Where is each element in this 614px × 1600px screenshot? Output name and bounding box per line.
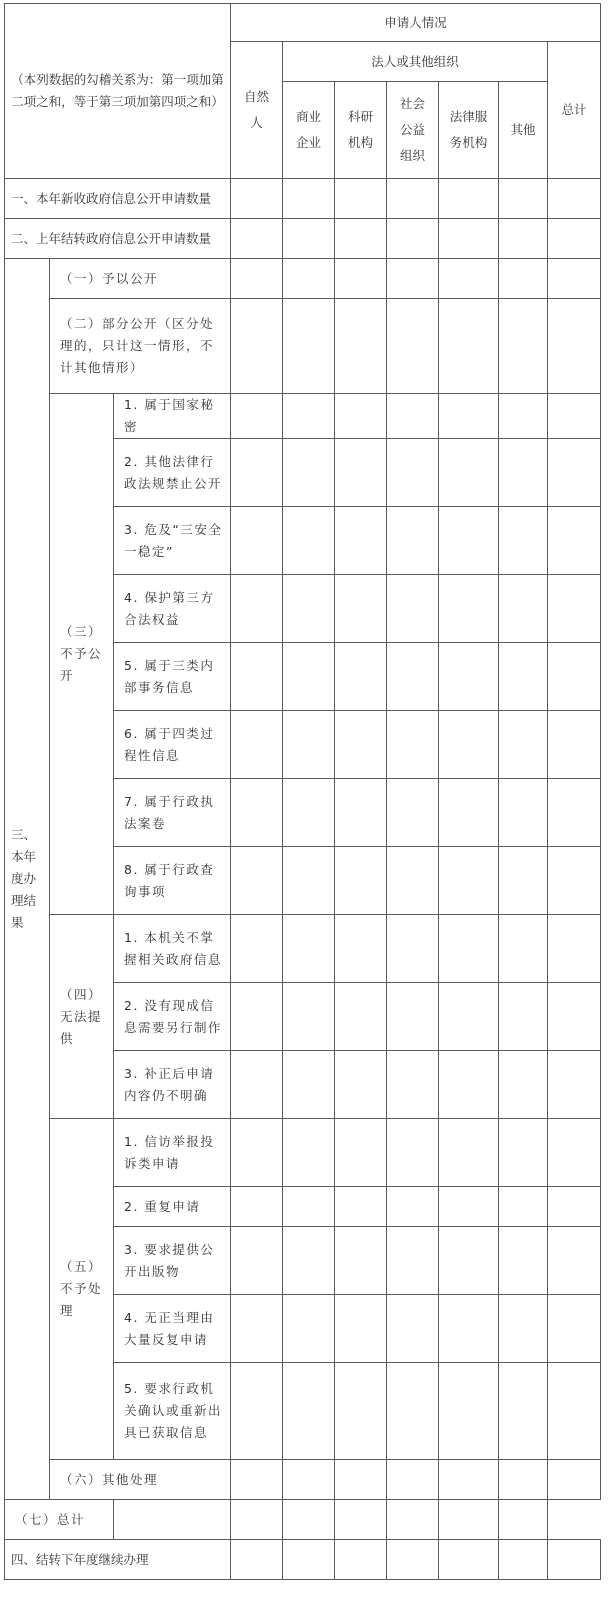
value-cell (387, 1227, 439, 1295)
value-cell (335, 779, 387, 847)
value-cell (231, 394, 283, 439)
value-cell (387, 1363, 439, 1460)
value-cell (335, 394, 387, 439)
value-cell (283, 1051, 335, 1119)
header-business: 商业企业 (283, 82, 335, 179)
header-natural-person: 自然人 (231, 42, 283, 179)
table-row (5, 219, 601, 259)
value-cell (499, 1540, 548, 1580)
value-cell (499, 219, 548, 259)
table-row (5, 1460, 601, 1500)
row-label: （六）其他处理 (50, 1460, 231, 1500)
row-label: （七）总计 (5, 1500, 114, 1540)
value-cell (335, 299, 387, 394)
value-cell (499, 439, 548, 507)
value-cell (548, 575, 601, 643)
value-cell (499, 643, 548, 711)
value-cell (499, 575, 548, 643)
value-cell (231, 575, 283, 643)
value-cell (231, 1363, 283, 1460)
value-cell (387, 915, 439, 983)
row-label: 3. 补正后申请内容仍不明确 (114, 1051, 231, 1119)
value-cell (231, 259, 283, 299)
value-cell (499, 1295, 548, 1363)
value-cell (283, 439, 335, 507)
value-cell (439, 915, 499, 983)
header-legal-service: 法律服务机构 (439, 82, 499, 179)
value-cell (548, 299, 601, 394)
row-label: 四、结转下年度继续办理 (5, 1540, 231, 1580)
value-cell (283, 219, 335, 259)
value-cell (335, 915, 387, 983)
row-label: 3. 要求提供公开出版物 (114, 1227, 231, 1295)
row-label: 2. 其他法律行政法规禁止公开 (114, 439, 231, 507)
header-research: 科研机构 (335, 82, 387, 179)
header-note: （本列数据的勾稽关系为：第一项加第二项之和，等于第三项加第四项之和） (5, 4, 231, 179)
row-label: （一）予以公开 (50, 259, 231, 299)
row-label: 2. 没有现成信息需要另行制作 (114, 983, 231, 1051)
value-cell (231, 1540, 283, 1580)
row-label: 8. 属于行政查询事项 (114, 847, 231, 915)
row-label: 1. 本机关不掌握相关政府信息 (114, 915, 231, 983)
value-cell (283, 1540, 335, 1580)
row-label: 3. 危及“三安全一稳定” (114, 507, 231, 575)
value-cell (335, 219, 387, 259)
value-cell (283, 259, 335, 299)
row-label: 4. 无正当理由大量反复申请 (114, 1295, 231, 1363)
value-cell (548, 219, 601, 259)
value-cell (335, 1540, 387, 1580)
value-cell (335, 1187, 387, 1227)
value-cell (439, 711, 499, 779)
value-cell (387, 439, 439, 507)
value-cell (335, 643, 387, 711)
value-cell (283, 847, 335, 915)
value-cell (283, 779, 335, 847)
value-cell (335, 507, 387, 575)
value-cell (439, 1500, 499, 1540)
value-cell (439, 847, 499, 915)
value-cell (387, 983, 439, 1051)
row-label: 一、本年新收政府信息公开申请数量 (5, 179, 231, 219)
value-cell (335, 1295, 387, 1363)
value-cell (231, 299, 283, 394)
value-cell (439, 983, 499, 1051)
value-cell (387, 1119, 439, 1187)
table-row (5, 1540, 601, 1580)
value-cell (439, 299, 499, 394)
value-cell (387, 1295, 439, 1363)
value-cell (499, 847, 548, 915)
value-cell (283, 575, 335, 643)
value-cell (499, 711, 548, 779)
value-cell (499, 1051, 548, 1119)
value-cell (335, 1227, 387, 1295)
value-cell (387, 1500, 439, 1540)
table-row (5, 1119, 601, 1187)
value-cell (499, 983, 548, 1051)
value-cell (283, 1500, 335, 1540)
value-cell (283, 1187, 335, 1227)
value-cell (439, 1540, 499, 1580)
value-cell (231, 847, 283, 915)
value-cell (548, 507, 601, 575)
value-cell (439, 1363, 499, 1460)
value-cell (548, 915, 601, 983)
value-cell (548, 1051, 601, 1119)
value-cell (439, 439, 499, 507)
value-cell (548, 983, 601, 1051)
value-cell (283, 507, 335, 575)
value-cell (231, 643, 283, 711)
row-label: 1. 属于国家秘密 (114, 394, 231, 439)
value-cell (387, 1051, 439, 1119)
value-cell (439, 1187, 499, 1227)
table-row (5, 394, 601, 439)
value-cell (387, 847, 439, 915)
value-cell (387, 179, 439, 219)
value-cell (387, 1187, 439, 1227)
table-row (5, 1500, 601, 1540)
value-cell (283, 1460, 335, 1500)
value-cell (439, 1051, 499, 1119)
table-row (5, 179, 601, 219)
value-cell (439, 507, 499, 575)
value-cell (499, 1119, 548, 1187)
value-cell (231, 219, 283, 259)
header-total: 总计 (548, 42, 601, 179)
value-cell (439, 394, 499, 439)
row-label: 7. 属于行政执法案卷 (114, 779, 231, 847)
row-label-subsection-3: （三）不予公开 (50, 394, 114, 915)
header-applicant-situation: 申请人情况 (231, 4, 601, 42)
value-cell (548, 394, 601, 439)
value-cell (548, 1460, 601, 1500)
row-label: 1. 信访举报投诉类申请 (114, 1119, 231, 1187)
table-row (5, 259, 601, 299)
value-cell (548, 1363, 601, 1460)
row-label-section-3: 三、本年度办理结果 (5, 259, 50, 1500)
value-cell (439, 575, 499, 643)
value-cell (499, 915, 548, 983)
value-cell (335, 179, 387, 219)
disclosure-statistics-table (4, 3, 601, 1580)
value-cell (499, 1187, 548, 1227)
value-cell (335, 439, 387, 507)
value-cell (335, 259, 387, 299)
value-cell (439, 1227, 499, 1295)
value-cell (439, 1119, 499, 1187)
value-cell (499, 1363, 548, 1460)
value-cell (387, 575, 439, 643)
value-cell (387, 711, 439, 779)
row-label: 5. 属于三类内部事务信息 (114, 643, 231, 711)
value-cell (548, 1119, 601, 1187)
value-cell (499, 1460, 548, 1500)
value-cell (439, 259, 499, 299)
value-cell (231, 179, 283, 219)
value-cell (231, 915, 283, 983)
value-cell (387, 299, 439, 394)
value-cell (548, 779, 601, 847)
row-label-subsection-4: （四）无法提供 (50, 915, 114, 1119)
value-cell (335, 1500, 387, 1540)
value-cell (231, 711, 283, 779)
row-label: 6. 属于四类过程性信息 (114, 711, 231, 779)
row-label: （二）部分公开（区分处理的，只计这一情形，不计其他情形） (50, 299, 231, 394)
value-cell (548, 711, 601, 779)
value-cell (499, 779, 548, 847)
value-cell (387, 779, 439, 847)
value-cell (548, 1187, 601, 1227)
value-cell (548, 847, 601, 915)
value-cell (283, 983, 335, 1051)
value-cell (335, 711, 387, 779)
value-cell (387, 1460, 439, 1500)
value-cell (499, 259, 548, 299)
value-cell (548, 643, 601, 711)
value-cell (387, 1540, 439, 1580)
value-cell (231, 1500, 283, 1540)
value-cell (548, 259, 601, 299)
value-cell (548, 1540, 601, 1580)
value-cell (387, 643, 439, 711)
header-legal-orgs: 法人或其他组织 (283, 42, 548, 82)
row-label: 二、上年结转政府信息公开申请数量 (5, 219, 231, 259)
value-cell (231, 439, 283, 507)
value-cell (231, 1187, 283, 1227)
row-label: 4. 保护第三方合法权益 (114, 575, 231, 643)
value-cell (283, 1295, 335, 1363)
table-row (5, 299, 601, 394)
row-label: 5. 要求行政机关确认或重新出具已获取信息 (114, 1363, 231, 1460)
value-cell (387, 507, 439, 575)
value-cell (231, 1051, 283, 1119)
value-cell (439, 1460, 499, 1500)
header-other: 其他 (499, 82, 548, 179)
value-cell (335, 847, 387, 915)
value-cell (335, 1051, 387, 1119)
header-social: 社会公益组织 (387, 82, 439, 179)
value-cell (439, 643, 499, 711)
value-cell (114, 1500, 231, 1540)
value-cell (231, 1460, 283, 1500)
row-label: 2. 重复申请 (114, 1187, 231, 1227)
value-cell (439, 179, 499, 219)
value-cell (499, 1500, 548, 1540)
value-cell (439, 779, 499, 847)
value-cell (548, 439, 601, 507)
value-cell (283, 1363, 335, 1460)
value-cell (548, 1295, 601, 1363)
value-cell (499, 299, 548, 394)
value-cell (283, 179, 335, 219)
value-cell (283, 1227, 335, 1295)
value-cell (335, 575, 387, 643)
value-cell (387, 394, 439, 439)
row-label-subsection-5: （五）不予处理 (50, 1119, 114, 1460)
value-cell (499, 179, 548, 219)
value-cell (335, 983, 387, 1051)
value-cell (231, 1119, 283, 1187)
value-cell (335, 1363, 387, 1460)
table-row (5, 915, 601, 983)
value-cell (231, 1227, 283, 1295)
value-cell (283, 643, 335, 711)
value-cell (499, 507, 548, 575)
value-cell (283, 915, 335, 983)
value-cell (548, 179, 601, 219)
value-cell (548, 1227, 601, 1295)
value-cell (439, 1295, 499, 1363)
value-cell (231, 983, 283, 1051)
value-cell (283, 711, 335, 779)
value-cell (231, 1295, 283, 1363)
value-cell (231, 779, 283, 847)
value-cell (335, 1460, 387, 1500)
value-cell (387, 219, 439, 259)
value-cell (231, 507, 283, 575)
value-cell (283, 1119, 335, 1187)
value-cell (335, 1119, 387, 1187)
value-cell (283, 394, 335, 439)
value-cell (499, 1227, 548, 1295)
value-cell (439, 219, 499, 259)
value-cell (499, 394, 548, 439)
value-cell (387, 259, 439, 299)
value-cell (283, 299, 335, 394)
